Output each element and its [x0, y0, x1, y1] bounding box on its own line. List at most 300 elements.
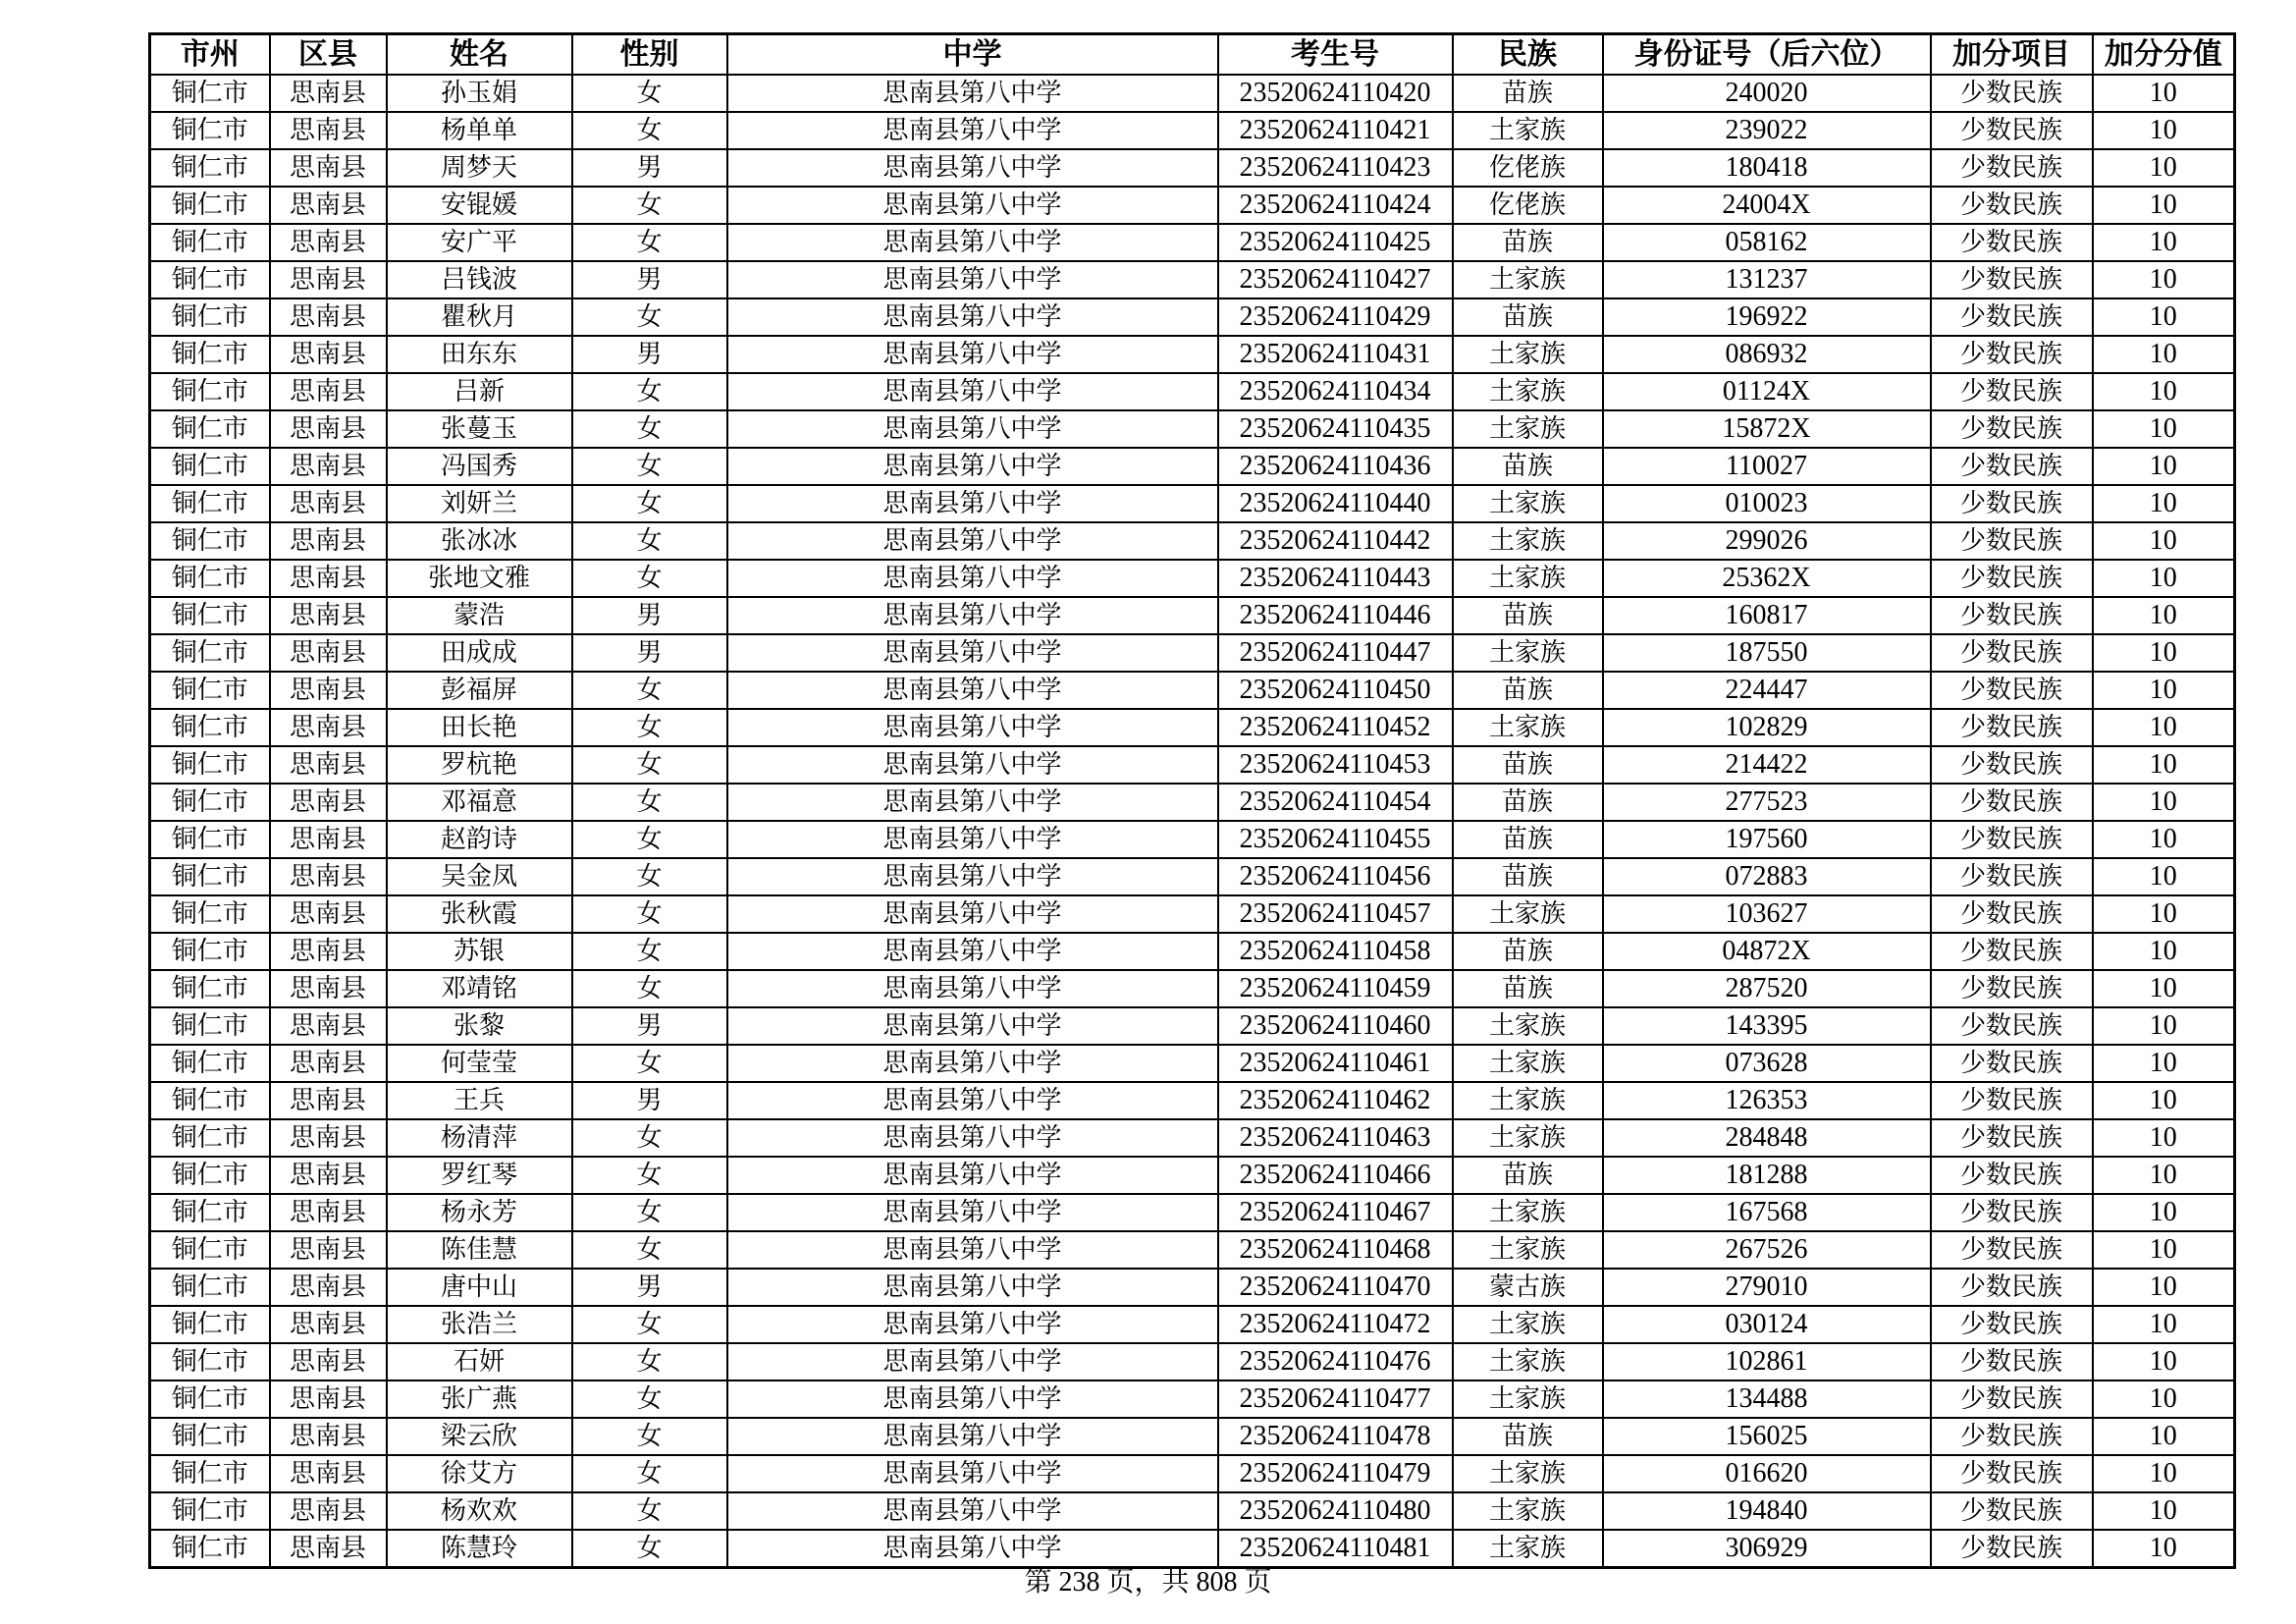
school-cell: 思南县第八中学	[727, 448, 1218, 485]
table-row	[150, 597, 2235, 634]
bonus-item-cell: 少数民族	[1931, 1082, 2093, 1119]
school-cell: 思南县第八中学	[727, 895, 1218, 933]
county-cell: 思南县	[270, 858, 387, 895]
exam-id-cell: 23520624110477	[1218, 1380, 1453, 1418]
id-suffix-cell: 279010	[1603, 1269, 1931, 1306]
bonus-value-cell: 10	[2093, 522, 2235, 560]
id-suffix-cell: 103627	[1603, 895, 1931, 933]
city-cell: 铜仁市	[150, 1045, 270, 1082]
name-cell: 赵韵诗	[387, 821, 572, 858]
name-cell: 石妍	[387, 1343, 572, 1380]
exam-id-cell: 23520624110421	[1218, 112, 1453, 149]
city-cell: 铜仁市	[150, 672, 270, 709]
city-cell: 铜仁市	[150, 709, 270, 746]
county-cell: 思南县	[270, 298, 387, 336]
school-cell: 思南县第八中学	[727, 75, 1218, 112]
table-row	[150, 1380, 2235, 1418]
city-cell: 铜仁市	[150, 821, 270, 858]
county-cell: 思南县	[270, 672, 387, 709]
gender-cell: 女	[572, 522, 727, 560]
county-cell: 思南县	[270, 933, 387, 970]
name-cell: 张黎	[387, 1007, 572, 1045]
name-cell: 邓靖铭	[387, 970, 572, 1007]
table-row	[150, 1269, 2235, 1306]
exam-id-cell: 23520624110472	[1218, 1306, 1453, 1343]
gender-cell: 女	[572, 560, 727, 597]
table-row	[150, 895, 2235, 933]
city-cell: 铜仁市	[150, 784, 270, 821]
name-cell: 张地文雅	[387, 560, 572, 597]
exam-id-cell: 23520624110455	[1218, 821, 1453, 858]
bonus-value-cell: 10	[2093, 149, 2235, 187]
city-cell: 铜仁市	[150, 1157, 270, 1194]
bonus-value-cell: 10	[2093, 261, 2235, 298]
exam-id-cell: 23520624110447	[1218, 634, 1453, 672]
table-row	[150, 933, 2235, 970]
name-cell: 张蔓玉	[387, 410, 572, 448]
name-cell: 吕新	[387, 373, 572, 410]
name-cell: 陈慧玲	[387, 1530, 572, 1568]
bonus-value-cell: 10	[2093, 1194, 2235, 1231]
exam-id-cell: 23520624110427	[1218, 261, 1453, 298]
exam-id-cell: 23520624110440	[1218, 485, 1453, 522]
county-cell: 思南县	[270, 75, 387, 112]
ethnicity-cell: 土家族	[1453, 1045, 1603, 1082]
name-cell: 张冰冰	[387, 522, 572, 560]
city-cell: 铜仁市	[150, 1194, 270, 1231]
bonus-item-cell: 少数民族	[1931, 410, 2093, 448]
name-cell: 安锟媛	[387, 187, 572, 224]
ethnicity-cell: 仡佬族	[1453, 149, 1603, 187]
city-cell: 铜仁市	[150, 187, 270, 224]
table-row	[150, 1231, 2235, 1269]
bonus-item-cell: 少数民族	[1931, 1194, 2093, 1231]
city-cell: 铜仁市	[150, 560, 270, 597]
ethnicity-cell: 土家族	[1453, 1082, 1603, 1119]
id-suffix-cell: 240020	[1603, 75, 1931, 112]
bonus-value-cell: 10	[2093, 410, 2235, 448]
exam-id-cell: 23520624110476	[1218, 1343, 1453, 1380]
bonus-value-cell: 10	[2093, 1157, 2235, 1194]
ethnicity-cell: 土家族	[1453, 1194, 1603, 1231]
col-header-gender: 性别	[572, 34, 727, 76]
id-suffix-cell: 143395	[1603, 1007, 1931, 1045]
table-row	[150, 149, 2235, 187]
gender-cell: 男	[572, 149, 727, 187]
gender-cell: 女	[572, 485, 727, 522]
ethnicity-cell: 土家族	[1453, 634, 1603, 672]
bonus-value-cell: 10	[2093, 858, 2235, 895]
bonus-value-cell: 10	[2093, 933, 2235, 970]
ethnicity-cell: 苗族	[1453, 224, 1603, 261]
bonus-item-cell: 少数民族	[1931, 261, 2093, 298]
city-cell: 铜仁市	[150, 1343, 270, 1380]
ethnicity-cell: 土家族	[1453, 1455, 1603, 1492]
name-cell: 彭福屏	[387, 672, 572, 709]
county-cell: 思南县	[270, 634, 387, 672]
table-row	[150, 485, 2235, 522]
city-cell: 铜仁市	[150, 1418, 270, 1455]
exam-id-cell: 23520624110478	[1218, 1418, 1453, 1455]
table-row	[150, 1119, 2235, 1157]
page-footer: 第 238 页，共 808 页	[1024, 1567, 1272, 1597]
id-suffix-cell: 030124	[1603, 1306, 1931, 1343]
bonus-item-cell: 少数民族	[1931, 933, 2093, 970]
school-cell: 思南县第八中学	[727, 112, 1218, 149]
school-cell: 思南县第八中学	[727, 522, 1218, 560]
id-suffix-cell: 134488	[1603, 1380, 1931, 1418]
id-suffix-cell: 15872X	[1603, 410, 1931, 448]
bonus-item-cell: 少数民族	[1931, 1418, 2093, 1455]
school-cell: 思南县第八中学	[727, 746, 1218, 784]
gender-cell: 男	[572, 336, 727, 373]
bonus-value-cell: 10	[2093, 1269, 2235, 1306]
name-cell: 孙玉娟	[387, 75, 572, 112]
ethnicity-cell: 土家族	[1453, 1231, 1603, 1269]
school-cell: 思南县第八中学	[727, 1455, 1218, 1492]
city-cell: 铜仁市	[150, 1492, 270, 1530]
school-cell: 思南县第八中学	[727, 1343, 1218, 1380]
id-suffix-cell: 181288	[1603, 1157, 1931, 1194]
header-row	[150, 34, 2235, 76]
gender-cell: 女	[572, 1418, 727, 1455]
bonus-value-cell: 10	[2093, 821, 2235, 858]
name-cell: 徐艾方	[387, 1455, 572, 1492]
bonus-item-cell: 少数民族	[1931, 1343, 2093, 1380]
county-cell: 思南县	[270, 522, 387, 560]
gender-cell: 女	[572, 858, 727, 895]
gender-cell: 男	[572, 1082, 727, 1119]
gender-cell: 女	[572, 672, 727, 709]
name-cell: 冯国秀	[387, 448, 572, 485]
county-cell: 思南县	[270, 1418, 387, 1455]
exam-id-cell: 23520624110436	[1218, 448, 1453, 485]
col-header-bonus-value: 加分分值	[2093, 34, 2235, 76]
city-cell: 铜仁市	[150, 1119, 270, 1157]
school-cell: 思南县第八中学	[727, 1380, 1218, 1418]
city-cell: 铜仁市	[150, 1231, 270, 1269]
name-cell: 田成成	[387, 634, 572, 672]
gender-cell: 女	[572, 1380, 727, 1418]
bonus-item-cell: 少数民族	[1931, 1231, 2093, 1269]
table-row	[150, 1194, 2235, 1231]
ethnicity-cell: 苗族	[1453, 597, 1603, 634]
bonus-value-cell: 10	[2093, 895, 2235, 933]
id-suffix-cell: 24004X	[1603, 187, 1931, 224]
bonus-value-cell: 10	[2093, 709, 2235, 746]
school-cell: 思南县第八中学	[727, 1231, 1218, 1269]
city-cell: 铜仁市	[150, 1380, 270, 1418]
exam-id-cell: 23520624110468	[1218, 1231, 1453, 1269]
school-cell: 思南县第八中学	[727, 1119, 1218, 1157]
name-cell: 陈佳慧	[387, 1231, 572, 1269]
city-cell: 铜仁市	[150, 895, 270, 933]
ethnicity-cell: 土家族	[1453, 485, 1603, 522]
bonus-value-cell: 10	[2093, 187, 2235, 224]
bonus-value-cell: 10	[2093, 1119, 2235, 1157]
table-row	[150, 336, 2235, 373]
bonus-item-cell: 少数民族	[1931, 560, 2093, 597]
ethnicity-cell: 土家族	[1453, 895, 1603, 933]
bonus-item-cell: 少数民族	[1931, 336, 2093, 373]
ethnicity-cell: 仡佬族	[1453, 187, 1603, 224]
exam-id-cell: 23520624110446	[1218, 597, 1453, 634]
school-cell: 思南县第八中学	[727, 821, 1218, 858]
school-cell: 思南县第八中学	[727, 1530, 1218, 1568]
ethnicity-cell: 土家族	[1453, 522, 1603, 560]
school-cell: 思南县第八中学	[727, 224, 1218, 261]
gender-cell: 女	[572, 75, 727, 112]
name-cell: 罗红琴	[387, 1157, 572, 1194]
county-cell: 思南县	[270, 1343, 387, 1380]
name-cell: 吕钱波	[387, 261, 572, 298]
table-body	[150, 75, 2235, 1568]
col-header-exam-id: 考生号	[1218, 34, 1453, 76]
id-suffix-cell: 058162	[1603, 224, 1931, 261]
exam-id-cell: 23520624110423	[1218, 149, 1453, 187]
bonus-value-cell: 10	[2093, 746, 2235, 784]
county-cell: 思南县	[270, 112, 387, 149]
school-cell: 思南县第八中学	[727, 1306, 1218, 1343]
bonus-item-cell: 少数民族	[1931, 1119, 2093, 1157]
table-row	[150, 1007, 2235, 1045]
bonus-value-cell: 10	[2093, 970, 2235, 1007]
bonus-item-cell: 少数民族	[1931, 858, 2093, 895]
bonus-item-cell: 少数民族	[1931, 895, 2093, 933]
exam-id-cell: 23520624110479	[1218, 1455, 1453, 1492]
bonus-value-cell: 10	[2093, 1380, 2235, 1418]
county-cell: 思南县	[270, 1082, 387, 1119]
city-cell: 铜仁市	[150, 1306, 270, 1343]
ethnicity-cell: 土家族	[1453, 261, 1603, 298]
table-row	[150, 634, 2235, 672]
bonus-item-cell: 少数民族	[1931, 1455, 2093, 1492]
gender-cell: 女	[572, 224, 727, 261]
ethnicity-cell: 苗族	[1453, 784, 1603, 821]
table-row	[150, 298, 2235, 336]
table-row	[150, 970, 2235, 1007]
table-row	[150, 1492, 2235, 1530]
id-suffix-cell: 016620	[1603, 1455, 1931, 1492]
exam-id-cell: 23520624110454	[1218, 784, 1453, 821]
id-suffix-cell: 187550	[1603, 634, 1931, 672]
school-cell: 思南县第八中学	[727, 933, 1218, 970]
name-cell: 杨清萍	[387, 1119, 572, 1157]
county-cell: 思南县	[270, 1455, 387, 1492]
id-suffix-cell: 196922	[1603, 298, 1931, 336]
county-cell: 思南县	[270, 1045, 387, 1082]
bonus-value-cell: 10	[2093, 784, 2235, 821]
gender-cell: 女	[572, 821, 727, 858]
table-row	[150, 1455, 2235, 1492]
bonus-item-cell: 少数民族	[1931, 448, 2093, 485]
county-cell: 思南县	[270, 261, 387, 298]
bonus-item-cell: 少数民族	[1931, 112, 2093, 149]
bonus-item-cell: 少数民族	[1931, 298, 2093, 336]
city-cell: 铜仁市	[150, 224, 270, 261]
col-header-school: 中学	[727, 34, 1218, 76]
school-cell: 思南县第八中学	[727, 970, 1218, 1007]
table-row	[150, 224, 2235, 261]
city-cell: 铜仁市	[150, 298, 270, 336]
bonus-item-cell: 少数民族	[1931, 672, 2093, 709]
table-row	[150, 112, 2235, 149]
id-suffix-cell: 287520	[1603, 970, 1931, 1007]
id-suffix-cell: 267526	[1603, 1231, 1931, 1269]
id-suffix-cell: 197560	[1603, 821, 1931, 858]
bonus-value-cell: 10	[2093, 373, 2235, 410]
bonus-value-cell: 10	[2093, 1343, 2235, 1380]
ethnicity-cell: 苗族	[1453, 858, 1603, 895]
gender-cell: 女	[572, 970, 727, 1007]
county-cell: 思南县	[270, 373, 387, 410]
id-suffix-cell: 299026	[1603, 522, 1931, 560]
bonus-item-cell: 少数民族	[1931, 1306, 2093, 1343]
county-cell: 思南县	[270, 709, 387, 746]
county-cell: 思南县	[270, 895, 387, 933]
school-cell: 思南县第八中学	[727, 634, 1218, 672]
school-cell: 思南县第八中学	[727, 1418, 1218, 1455]
ethnicity-cell: 土家族	[1453, 560, 1603, 597]
bonus-item-cell: 少数民族	[1931, 373, 2093, 410]
table-row	[150, 672, 2235, 709]
city-cell: 铜仁市	[150, 858, 270, 895]
exam-id-cell: 23520624110453	[1218, 746, 1453, 784]
ethnicity-cell: 土家族	[1453, 410, 1603, 448]
name-cell: 蒙浩	[387, 597, 572, 634]
bonus-value-cell: 10	[2093, 634, 2235, 672]
county-cell: 思南县	[270, 187, 387, 224]
exam-id-cell: 23520624110466	[1218, 1157, 1453, 1194]
bonus-value-cell: 10	[2093, 485, 2235, 522]
gender-cell: 男	[572, 597, 727, 634]
ethnicity-cell: 土家族	[1453, 112, 1603, 149]
ethnicity-cell: 苗族	[1453, 75, 1603, 112]
col-header-id-suffix: 身份证号（后六位）	[1603, 34, 1931, 76]
city-cell: 铜仁市	[150, 149, 270, 187]
exam-id-cell: 23520624110481	[1218, 1530, 1453, 1568]
gender-cell: 女	[572, 784, 727, 821]
ethnicity-cell: 土家族	[1453, 373, 1603, 410]
county-cell: 思南县	[270, 1119, 387, 1157]
gender-cell: 女	[572, 1119, 727, 1157]
id-suffix-cell: 072883	[1603, 858, 1931, 895]
id-suffix-cell: 010023	[1603, 485, 1931, 522]
id-suffix-cell: 04872X	[1603, 933, 1931, 970]
ethnicity-cell: 苗族	[1453, 1157, 1603, 1194]
ethnicity-cell: 土家族	[1453, 1492, 1603, 1530]
bonus-item-cell: 少数民族	[1931, 746, 2093, 784]
school-cell: 思南县第八中学	[727, 560, 1218, 597]
ethnicity-cell: 土家族	[1453, 1306, 1603, 1343]
bonus-item-cell: 少数民族	[1931, 709, 2093, 746]
city-cell: 铜仁市	[150, 597, 270, 634]
gender-cell: 女	[572, 1492, 727, 1530]
bonus-value-cell: 10	[2093, 1455, 2235, 1492]
ethnicity-cell: 土家族	[1453, 1380, 1603, 1418]
exam-id-cell: 23520624110424	[1218, 187, 1453, 224]
id-suffix-cell: 25362X	[1603, 560, 1931, 597]
id-suffix-cell: 180418	[1603, 149, 1931, 187]
table-row	[150, 858, 2235, 895]
id-suffix-cell: 284848	[1603, 1119, 1931, 1157]
city-cell: 铜仁市	[150, 1269, 270, 1306]
county-cell: 思南县	[270, 448, 387, 485]
bonus-value-cell: 10	[2093, 298, 2235, 336]
exam-id-cell: 23520624110457	[1218, 895, 1453, 933]
school-cell: 思南县第八中学	[727, 485, 1218, 522]
school-cell: 思南县第八中学	[727, 1194, 1218, 1231]
county-cell: 思南县	[270, 1007, 387, 1045]
id-suffix-cell: 131237	[1603, 261, 1931, 298]
county-cell: 思南县	[270, 1530, 387, 1568]
id-suffix-cell: 073628	[1603, 1045, 1931, 1082]
gender-cell: 女	[572, 933, 727, 970]
bonus-value-cell: 10	[2093, 560, 2235, 597]
city-cell: 铜仁市	[150, 933, 270, 970]
school-cell: 思南县第八中学	[727, 410, 1218, 448]
bonus-item-cell: 少数民族	[1931, 485, 2093, 522]
school-cell: 思南县第八中学	[727, 858, 1218, 895]
county-cell: 思南县	[270, 1157, 387, 1194]
col-header-ethnicity: 民族	[1453, 34, 1603, 76]
id-suffix-cell: 224447	[1603, 672, 1931, 709]
name-cell: 何莹莹	[387, 1045, 572, 1082]
gender-cell: 女	[572, 895, 727, 933]
bonus-value-cell: 10	[2093, 112, 2235, 149]
name-cell: 吴金凤	[387, 858, 572, 895]
school-cell: 思南县第八中学	[727, 187, 1218, 224]
bonus-points-table	[148, 32, 2236, 1569]
county-cell: 思南县	[270, 336, 387, 373]
bonus-value-cell: 10	[2093, 448, 2235, 485]
name-cell: 罗杭艳	[387, 746, 572, 784]
bonus-item-cell: 少数民族	[1931, 75, 2093, 112]
exam-id-cell: 23520624110442	[1218, 522, 1453, 560]
bonus-item-cell: 少数民族	[1931, 1492, 2093, 1530]
name-cell: 张浩兰	[387, 1306, 572, 1343]
exam-id-cell: 23520624110470	[1218, 1269, 1453, 1306]
ethnicity-cell: 土家族	[1453, 336, 1603, 373]
gender-cell: 女	[572, 709, 727, 746]
county-cell: 思南县	[270, 560, 387, 597]
exam-id-cell: 23520624110443	[1218, 560, 1453, 597]
table-row	[150, 1343, 2235, 1380]
gender-cell: 男	[572, 634, 727, 672]
city-cell: 铜仁市	[150, 970, 270, 1007]
ethnicity-cell: 苗族	[1453, 672, 1603, 709]
county-cell: 思南县	[270, 1269, 387, 1306]
exam-id-cell: 23520624110456	[1218, 858, 1453, 895]
gender-cell: 女	[572, 1194, 727, 1231]
county-cell: 思南县	[270, 597, 387, 634]
county-cell: 思南县	[270, 410, 387, 448]
exam-id-cell: 23520624110460	[1218, 1007, 1453, 1045]
county-cell: 思南县	[270, 1380, 387, 1418]
id-suffix-cell: 156025	[1603, 1418, 1931, 1455]
county-cell: 思南县	[270, 1306, 387, 1343]
gender-cell: 女	[572, 1231, 727, 1269]
exam-id-cell: 23520624110462	[1218, 1082, 1453, 1119]
table-row	[150, 1306, 2235, 1343]
gender-cell: 女	[572, 1306, 727, 1343]
county-cell: 思南县	[270, 1231, 387, 1269]
city-cell: 铜仁市	[150, 485, 270, 522]
id-suffix-cell: 01124X	[1603, 373, 1931, 410]
gender-cell: 女	[572, 373, 727, 410]
table-row	[150, 1157, 2235, 1194]
col-header-city: 市州	[150, 34, 270, 76]
